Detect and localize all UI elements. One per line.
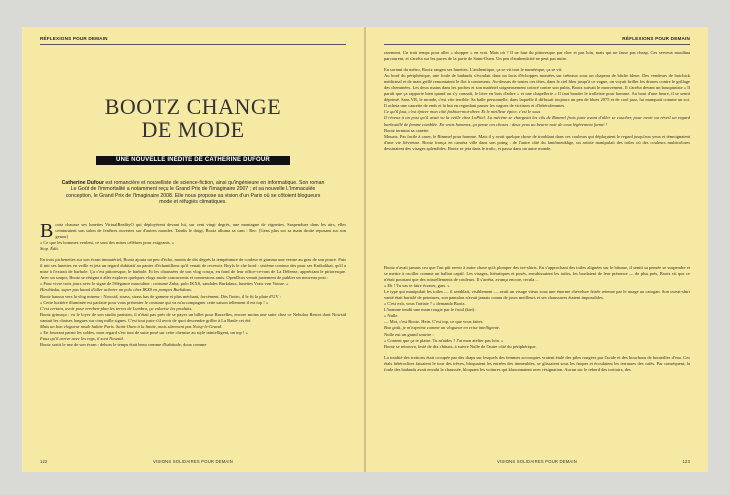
author-intro (60, 180, 326, 206)
header-rule (40, 44, 346, 45)
body-paragraph: Nulle eut un grand sourire : (384, 331, 434, 337)
body-paragraph: Au bord du périphérique, une foule de badauds s'écoulait dans un lacis d'échoppes montées sur tréteaux sous un chapeau de bâche bleue. Des vendeurs de hotchick médicinal et de mais grillé remontaient le flot à contresens. Au-dessus de toutes ces têtes, dans le ciel bleu jusqu'à ce vague, on voyait briller les drones contre le grillage des cheminées. Les deux mains dans les poches et son matériel soigneusement coincé contre son pubis, Bootz suivait le mouvement. Il s'arrêta devant un bouquiniste « Il paraît que ça rapporte bien quand on s'y connaît, le livre en bois d'arbre » et une chapellerie « Il faut bouder le trolleiste pour homme. Au bout d'une heure, il se sentit déprimé. Sans VR, le monde, c'est vite terrible. Sa balle personnelle, dans laquelle il diffusait toujours un peu de blues 2075 et de cool jazz, lui manquait comme un soi. Il acheta une caurette de ends et la but en regardant passer les vagues de victimes et d'hétérofemmes. (384, 73, 690, 109)
body-paragraph: — Moi, c'est Bootz. Hein. C'est top, ce que vous faites. (384, 319, 484, 325)
body-paragraph: Faux qu'il arrive avec les regs, il sont Nowsid. (40, 335, 124, 341)
subtitle-banner: UNE NOUVELLE INÉDITE DE CATHERINE DUFOUR (96, 156, 290, 165)
title-line-2: DE MODE (141, 117, 245, 142)
body-paragraph: Mais un bon vlogueur mode habite Paris. Saint-Ouen à la limite, mais sûrement pas Noisy-le-Grand. (40, 323, 222, 329)
body-paragraph: « Cette luxtière illuminée est parfaite pour vous présenter le costume qui va m'accompagner cette saison tellement il est top ! » (40, 299, 269, 305)
body-paragraph: Bootz se retrouva, lesté de dix châssis, à suivre Nulle de l'autre côté du périphérique. (384, 343, 537, 349)
body-paragraph: « Nulle. (384, 313, 399, 319)
body-paragraph: Le type qui manipulait les toiles — il semblait, visiblement — avait un visage vieux sous une énorme chevelure frisée retenue par le nuage au catogan. Son sweat-shirt vanté était bariolé de peintures, son pantalon n'avait jamais connu de jours meilleurs et ses chaussures étaient impossibles. (384, 289, 690, 301)
body-paragraph: « Ce que les hommes veulent, ce sont des mises célèbres pour exigeants. » (40, 240, 175, 246)
body-paragraph: C'est certain, avoir pour erreben-plan les terres de Lumbra, ça valorise les produits. (40, 305, 193, 311)
body-paragraph: Stop. Édit. (40, 246, 59, 252)
body-paragraph: Il réveux à un post qu'il avait vu la veille chez LoPitel. La mécène se chargeait les cils de Rimmel frais juste avant d'aller se coucher, pour avoir au réveil un regard barbouillé de femme comblée. En vrais hommes, ça pense ces choses : deux yeux au beurre noir de ceux légèrement formé ! (384, 115, 690, 127)
body-paragraph: Bootz termina sa canette. (384, 127, 430, 133)
body-paragraph: Bon goût, je m'exprime comme un vlogueur en crise intelligente. (384, 325, 501, 331)
left-page (22, 27, 364, 472)
body-paragraph: Bootz sortit le nez de son écran : dehors le temps était beau comme d'habitude, doux comme (40, 341, 207, 347)
body-paragraph: En trois pichenettes sur son écran immatériel, Bootz ajouta un peu d'écho, monta de dix degrés la température de couleur et gomma une verrue au gras de son pouce. Puis il mit ses lunettes en veille et jeta un regard dubitatif au panier d'échantillons qu'il venait de recevoir. Boyfs le che bord : sixième contour des pour ses Knikokkai, qu'il a mise à l'extrait de barbole. Ça c'est pittoresque, le barbole. Et les chaussées de son vlog conçu, en fond de leur office-ce-rom de La Défense, appréciant le pittoresque. Avec un soupir, Bootz se résigna à aller explorer quelques vlogs mode concurrents et connexions amis. OpenDotx venait justement de publier un nouveau post : (40, 257, 346, 281)
body-paragraph: En sortant du métro, Bootz rangea ses lunettes. L'authentique, ça se vit tout le numérique, ça se vit. (384, 67, 563, 73)
body-paragraph: « C'est exh, vous l'artiste ? » demanda Bootz. (384, 301, 466, 307)
body-paragraph: Hirobitsku, super pas banal d'aller acheter un polo chez IKXS en pompes Burkdaux. (40, 287, 193, 293)
body-paragraph: Bootz n'avait jamais cru que l'art pût servir à autre chose qu'à plomper des tee-shirts. En s'approchant des toiles alignées sur le bitume, il sentit sa pensée se suspendre et se mettre à osciller comme un ballon captif. Les visages, hiératiques et posés, envahissaient les toiles, les bordaient de leur présence — de plus près, Bootz vit que ce n'était pourtant que des ruissellements de couleurs. Il s'arrêta, avança encore, recula… (384, 265, 690, 283)
right-body-upper (384, 50, 690, 152)
title-line-1: BOOTZ CHANGE (104, 94, 282, 119)
right-body-lower (384, 265, 690, 373)
footer-magazine-name: VISIONS SOLIDAIRES POUR DEMAIN (497, 459, 577, 464)
right-page (366, 27, 708, 472)
body-paragraph: La totalité des trottoirs était occupée par des draps sur lesquels des femmes accroupies vraient étalé des piles rongées par l'acide et des bouchons de bouteilles d'eau. Ces étals hétéroclites faisaient le tour des trêves, bloquaient les entrées des immeubles, se glissaient sous les fnopes et écoulaient les terrasses des cafés. Par conséquent, la foule des badauds avait envahi la chaussée, bloquant les voitures qui klaxonnaient avec résignation. Aucun sur le rebord des trottoirs, des (384, 354, 690, 372)
body-paragraph: « En fourrant parmi les soldes, mon regard s'est tout de suite posé sur cette chemise au style inintelligent, un top ! » (40, 329, 248, 335)
body-paragraph: « Eh ! Tu vas te faire écraser, gars. » (384, 283, 450, 289)
body-paragraph: Bootz grimaça : vu le loyer de son studio parisien, il n'était pas près de se payer un billet pour Bruxelles, encore moins une suite chez ce Nebuloa Resort dont Nowsid vantait les chaises longues sur cinq mille signes. C'est tout juste s'il avoir de quoi descendre griller à La Baule cet été. (40, 311, 346, 323)
body-paragraph: ootz chausse ses lunettes VirtualRealityO qui déployèrent devant lui, sur cent vingt degrés, une montagne de vignettes. Suspendues dans les airs, elles ceinturaient son salon de fenêtres ouvertes sur d'autres mondes. Tandis le doigt, Bootz alluma sa cam : Rec. [Gens plus sur sa main droite reposant sur son genou] (55, 222, 346, 240)
footer-magazine-name: VISIONS SOLIDAIRES POUR DEMAIN (153, 459, 233, 464)
article-title (62, 95, 324, 141)
author-name: Catherine Dufour (61, 180, 104, 186)
body-paragraph: L'homme tendit une main rougie par le froid (kirt) : (384, 307, 477, 313)
body-paragraph: « Content que ça te plaise. Tu m'aides ? J'ai mon atelier pas loin. » (384, 337, 504, 343)
running-head: RÉFLEXIONS POUR DEMAIN (622, 36, 690, 41)
intro-text: est romancière et nouvelliste de science-fiction, ainsi qu'ingénieure en informatique. Son roman Le Goût de l'immortalité a notamment reçu le Grand Prix de l'Imaginaire 2007 ; et sa nouvelle L'Immaculée conception, le Grand Prix de l'Imaginaire 2008. Elle nous propose sa vision d'un Paris où se côtoient blogueurs mode et réfugiés climatiques. (65, 180, 325, 206)
page-number: 122 (40, 459, 48, 464)
body-paragraph: rarement. Un trait temps pour aller « shopper » en vrai. Mais où ? Il ne faut du pittoresque par cher et pas loin, mais qui ne fasse pas cheap. Ces serveux moulâna parcourent, et s'arrêta sur les puces de la porte de Saint-Ouen. Un peu d'authenticité ne peut pas nuire. (384, 50, 690, 62)
header-rule (384, 44, 690, 45)
body-paragraph: Mouais. Pas facile à caser, le Rimmel pour homme. Mais il y avait quelque chose de troublant dans ces couleurs qui déplaçaient le regard jusqu'aux yeux et témoignaient d'une vie fiévreuse. Bootz fronça en caméra ville dans son poing : de l'autre côté du fantômeukbge, un artiste manipulait des toiles où des couleurs multicolores dessinaient des visages splendides. Bootz se jeta dans le trafic, et passa dans un autre monde. (384, 133, 690, 151)
page-number: 123 (682, 459, 690, 464)
body-paragraph: « Pour vivre trois jours avec le signe de l'élégance masculine : costume Zuba, polo IKXS, sandales Burkdaux, lunettes Vrais von Votrae. » (40, 281, 289, 287)
drop-cap: B (40, 220, 54, 242)
left-body-column (40, 222, 346, 348)
body-paragraph: Bootz haussa vers la vlog mineur : Nowsid, strass, strass bas de gamme et plus méchant, forcément. Dès l'intro, il le fit la plate d'UV : (40, 293, 281, 299)
body-paragraph: Ce qu'il faut, c'est épicer mon côté fashion-mot-diver. Et le meilleur épice, c'est le sous (384, 109, 541, 115)
running-head: RÉFLEXIONS POUR DEMAIN (40, 36, 108, 41)
